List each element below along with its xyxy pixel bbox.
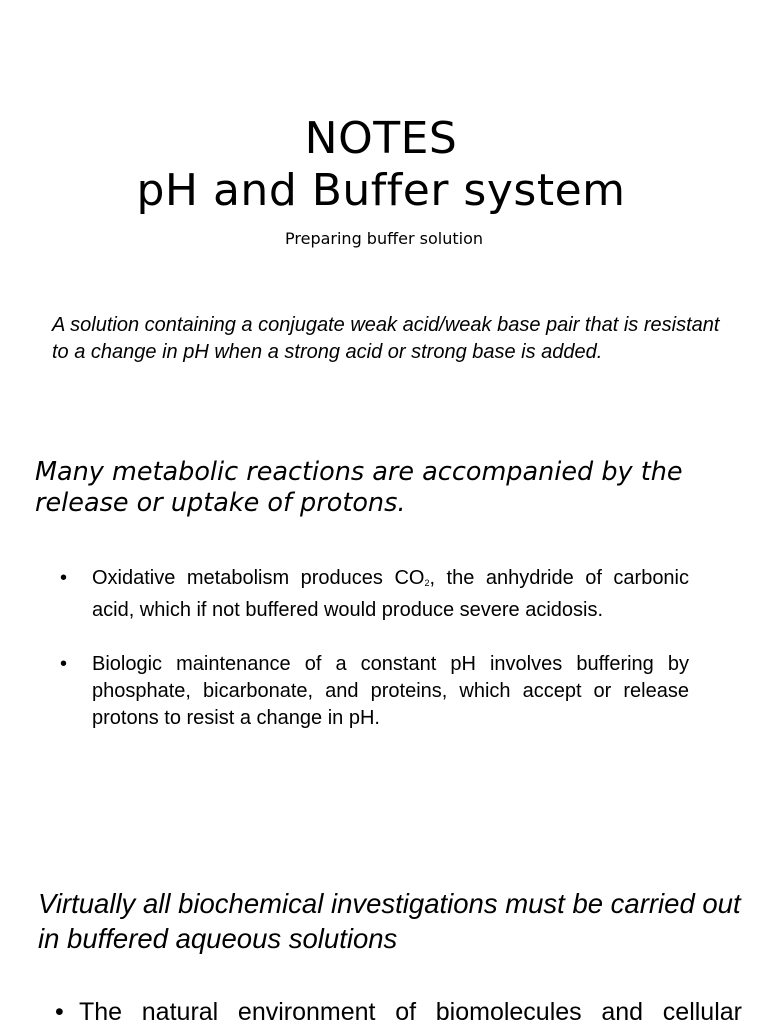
co2-subscript: 2 bbox=[424, 578, 430, 588]
section-heading-metabolic-reactions: Many metabolic reactions are accompanied by the release or uptake of protons. bbox=[35, 457, 683, 518]
metabolic-bullet-list bbox=[60, 565, 689, 759]
bullet-oxidative-metabolism bbox=[60, 565, 689, 624]
bullet-text-part: , the anhydride of carbonic acid, which if not buffered would produce severe acidosis. bbox=[92, 567, 690, 621]
bullet-biologic-maintenance bbox=[60, 651, 689, 732]
bullet-marker: • bbox=[55, 998, 64, 1026]
bullet-marker: • bbox=[60, 567, 68, 589]
section-heading-buffered-solutions: Virtually all biochemical investigations must be carried out in buffered aqueous solutions bbox=[38, 888, 741, 954]
page-subtitle: Preparing buffer solution bbox=[285, 229, 483, 248]
bullet-marker: • bbox=[60, 653, 68, 675]
page-title-notes: NOTES bbox=[304, 113, 458, 164]
page-title-topic: pH and Buffer system bbox=[136, 165, 626, 216]
buffer-definition: A solution containing a conjugate weak acid/weak base pair that is resistant to a change in pH when a strong acid or strong base is added. bbox=[52, 314, 720, 363]
bullet-text-part: Oxidative metabolism produces CO bbox=[92, 567, 425, 589]
bullet-text-partial: The natural environment of biomolecules and cellular bbox=[79, 998, 742, 1026]
bullet-text: Biologic maintenance of a constant pH involves buffering by phosphate, bicarbonate, and proteins, which accept or release protons to resist a change in pH. bbox=[92, 653, 689, 729]
